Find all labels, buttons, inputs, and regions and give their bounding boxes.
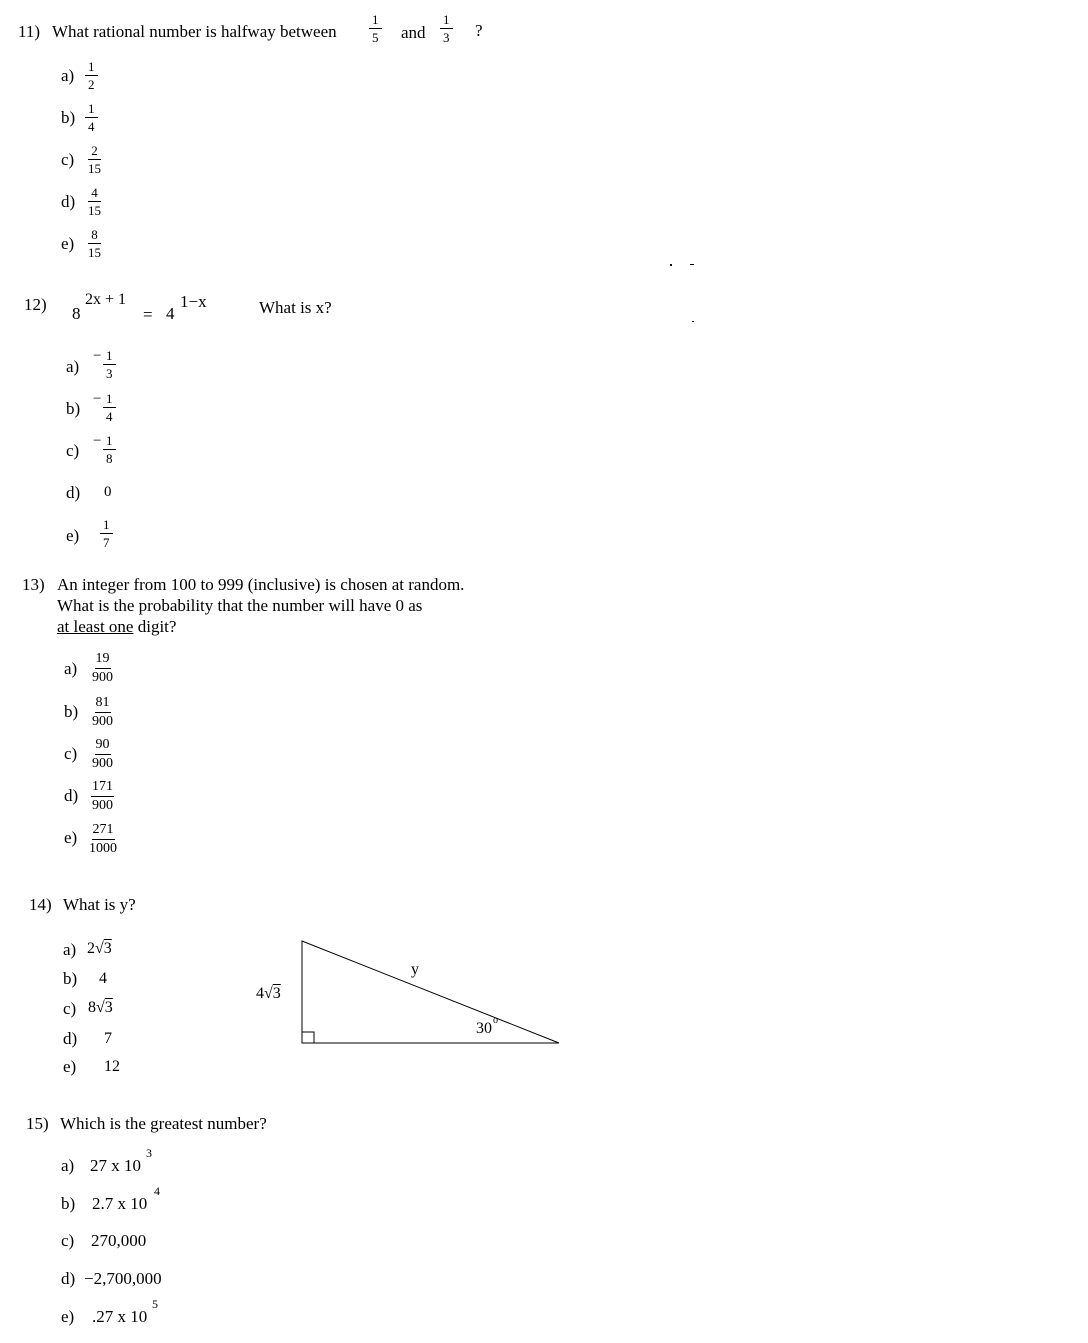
fraction-one-third: $\frac{1}{3}$ (440, 13, 453, 44)
option-fraction: $\frac{1}{3}$ (103, 349, 116, 380)
question-number: 15) (26, 1114, 49, 1133)
option-label: c) (61, 1231, 75, 1250)
triangle-hypotenuse-label: y (411, 961, 419, 978)
option-fraction: $\frac{90}{900}$ (92, 737, 113, 771)
question-text: What is y? (63, 895, 136, 914)
ink-speck (690, 264, 694, 265)
option-label: d) (64, 786, 79, 805)
option-exponent: 4 (154, 1184, 160, 1198)
option-value: 7 (104, 1030, 112, 1047)
ink-speck (692, 321, 694, 322)
triangle-angle-label: 30 (476, 1020, 492, 1037)
option-label: c) (64, 744, 78, 763)
option-value: 0 (104, 484, 112, 500)
radical-sign: √ (96, 999, 105, 1016)
option-value: .27 x 10 (92, 1307, 148, 1326)
right-angle-marker (302, 1032, 314, 1043)
option-label: d) (66, 483, 81, 502)
option-label: d) (63, 1029, 78, 1048)
minus-sign: − (93, 348, 102, 364)
option-fraction: $\frac{271}{1000}$ (89, 822, 117, 856)
option-exponent: 3 (146, 1146, 152, 1160)
option-label: c) (63, 999, 77, 1018)
degree-mark: o (493, 1015, 498, 1026)
question-number: 12) (24, 295, 47, 314)
question-text-line-2: What is the probability that the number will have 0 as (57, 596, 423, 615)
fraction-one-fifth: $\frac{1}{5}$ (369, 13, 382, 44)
option-label: d) (61, 192, 76, 211)
option-exponent: 5 (152, 1297, 158, 1311)
option-label: b) (66, 399, 81, 418)
triangle-outline (302, 941, 559, 1043)
option-value: 27 x 10 (90, 1156, 141, 1175)
option-value: 2.7 x 10 (92, 1194, 148, 1213)
option-label: b) (63, 969, 78, 988)
question-text: What is x? (259, 298, 332, 317)
option-fraction: $\frac{2}{15}$ (88, 143, 101, 176)
option-radical-expression: 2√3 (87, 940, 112, 957)
option-label: a) (66, 357, 80, 376)
triangle-side-label: 4√3 (256, 985, 281, 1002)
option-fraction: $\frac{81}{900}$ (92, 695, 113, 729)
option-label: c) (66, 441, 80, 460)
equation-exponent: 1−x (180, 292, 207, 311)
question-number: 11) (18, 22, 41, 41)
option-radical-expression: 8√3 (88, 999, 113, 1016)
option-fraction: $\frac{1}{4}$ (85, 102, 98, 133)
option-value: 4 (99, 970, 107, 987)
option-label: a) (63, 940, 77, 959)
option-label: a) (64, 659, 78, 678)
option-label: e) (61, 234, 75, 253)
option-value: 12 (104, 1058, 120, 1075)
option-fraction: $\frac{171}{900}$ (92, 779, 113, 813)
emphasis-text: at least one (57, 617, 134, 636)
minus-sign: − (93, 391, 102, 407)
option-value: 270,000 (91, 1231, 147, 1250)
option-label: e) (63, 1057, 77, 1076)
radical-sign: √ (264, 985, 273, 1002)
option-fraction: $\frac{8}{15}$ (88, 227, 101, 260)
option-fraction: $\frac{4}{15}$ (88, 185, 101, 218)
option-label: e) (66, 526, 80, 545)
option-fraction: $\frac{1}{7}$ (100, 518, 113, 549)
option-label: b) (64, 702, 79, 721)
option-value: −2,700,000 (84, 1269, 162, 1288)
question-text-line-3: at least one digit? (57, 617, 177, 636)
right-triangle-figure (290, 930, 570, 1055)
question-mark: ? (475, 21, 483, 40)
question-text: What rational number is halfway between (52, 22, 337, 41)
option-label: d) (61, 1269, 76, 1288)
equation-base-4: 4 (166, 304, 175, 323)
minus-sign: − (93, 433, 102, 449)
equation-base-8: 8 (72, 304, 81, 323)
option-fraction: $\frac{1}{2}$ (85, 60, 98, 91)
question-text-line-1: An integer from 100 to 999 (inclusive) is chosen at random. (57, 575, 465, 594)
option-label: e) (61, 1307, 75, 1326)
option-fraction: $\frac{1}{8}$ (103, 434, 116, 465)
option-label: a) (61, 66, 75, 85)
option-label: a) (61, 1156, 75, 1175)
question-number: 14) (29, 895, 52, 914)
option-label: b) (61, 1194, 76, 1213)
radical-sign: √ (95, 940, 104, 957)
and-text: and (401, 23, 426, 42)
option-label: b) (61, 108, 76, 127)
option-label: e) (64, 828, 78, 847)
question-number: 13) (22, 575, 45, 594)
question-text: Which is the greatest number? (60, 1114, 267, 1133)
ink-speck (670, 264, 672, 266)
equation-exponent: 2x + 1 (85, 291, 127, 308)
option-fraction: $\frac{19}{900}$ (92, 651, 113, 685)
equals-sign: = (143, 305, 153, 324)
option-fraction: $\frac{1}{4}$ (103, 392, 116, 423)
option-label: c) (61, 150, 75, 169)
